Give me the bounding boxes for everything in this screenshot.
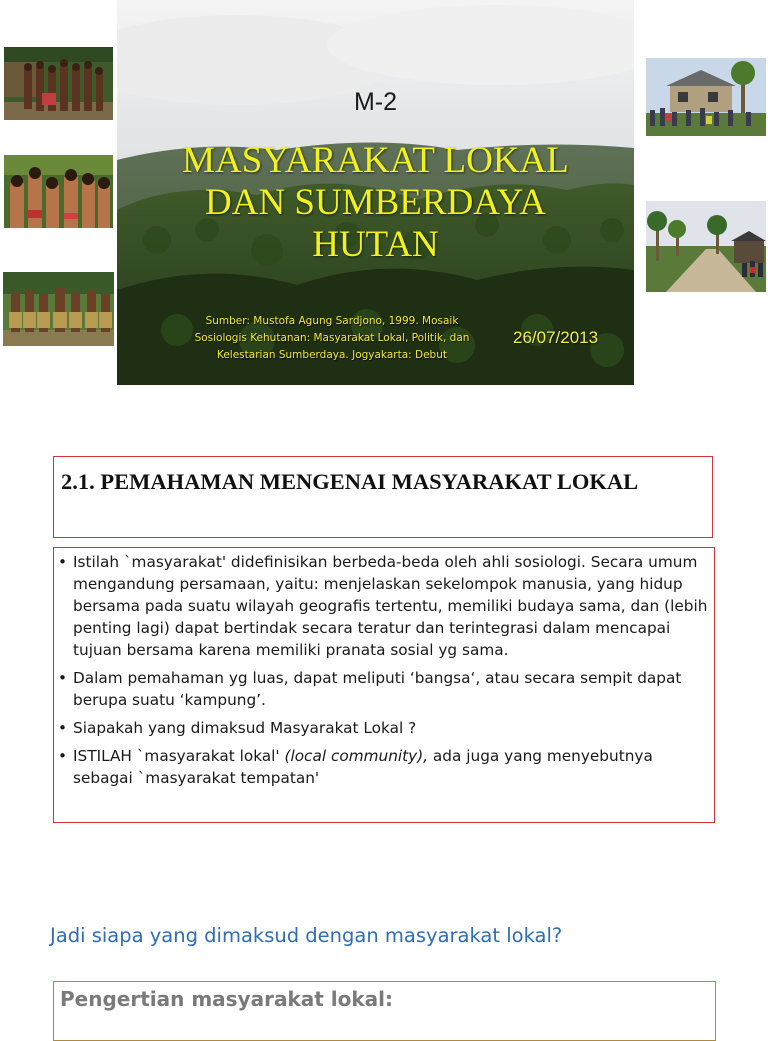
slide-title-line-2: DAN SUMBERDAYA — [205, 182, 546, 223]
bullet-list — [58, 551, 708, 795]
slide-title — [117, 140, 634, 266]
slide-title-line-3: HUTAN — [312, 224, 439, 265]
bullet-4-italic: (local community), — [284, 747, 429, 765]
source-line-3: Kelestarian Sumberdaya. Jogyakarta: Debut — [216, 349, 447, 361]
source-line-2: Sosiologis Kehutanan: Masyarakat Lokal, Politik, dan — [194, 332, 470, 344]
photo-indigenous-children — [4, 155, 113, 228]
bullet-item-4 — [58, 745, 708, 789]
bullet-item-3: • Siapakah yang dimaksud Masyarakat Lokal ? — [58, 717, 708, 739]
slide-source-citation — [172, 313, 492, 364]
section-heading-box — [53, 456, 713, 538]
source-line-1: Sumber: Mustofa Agung Sardjono, 1999. Mosaik — [205, 315, 459, 327]
question-heading: Jadi siapa yang dimaksud dengan masyarakat lokal? — [50, 924, 563, 947]
bullet-item-2: • Dalam pemahaman yg luas, dapat meliputi ‘bangsa‘, atau secara sempit dapat berupa suatu ‘kampung’. — [58, 667, 708, 711]
photo-house-gathering — [646, 58, 766, 136]
definition-box — [53, 981, 716, 1041]
bullet-item-1: • Istilah `masyarakat' didefinisikan berbeda-beda oleh ahli sosiologi. Secara umum mengandung persamaan, yaitu: menjelaskan sekelompok manusia, yang hidup bersama pada suatu wilayah geografis tertentu, memiliki budaya sama, dan (lebih penting lagi) dapat bertindak secara teratur dan terintegrasi dalam mencapai tujuan bersama karena memiliki pranata sosial yg sama. — [58, 551, 708, 661]
slide-code: M-2 — [353, 88, 398, 116]
definition-title: Pengertian masyarakat lokal: — [60, 987, 394, 1011]
slide-title-line-1: MASYARAKAT LOKAL — [182, 140, 569, 181]
slide-date: 26/07/2013 — [513, 328, 599, 347]
photo-traditional-dancers — [3, 272, 114, 346]
bullet-content-box — [53, 547, 715, 823]
bullet-4-text-end: ada juga yang menyebutnya sebagai `masyarakat tempatan' — [73, 747, 653, 787]
photo-village-road — [646, 201, 766, 292]
bullet-4-text: ISTILAH `masyarakat lokal' — [73, 747, 285, 765]
title-slide — [117, 0, 634, 385]
section-heading: 2.1. PEMAHAMAN MENGENAI MASYARAKAT LOKAL — [61, 469, 639, 494]
photo-village-people — [4, 47, 113, 120]
